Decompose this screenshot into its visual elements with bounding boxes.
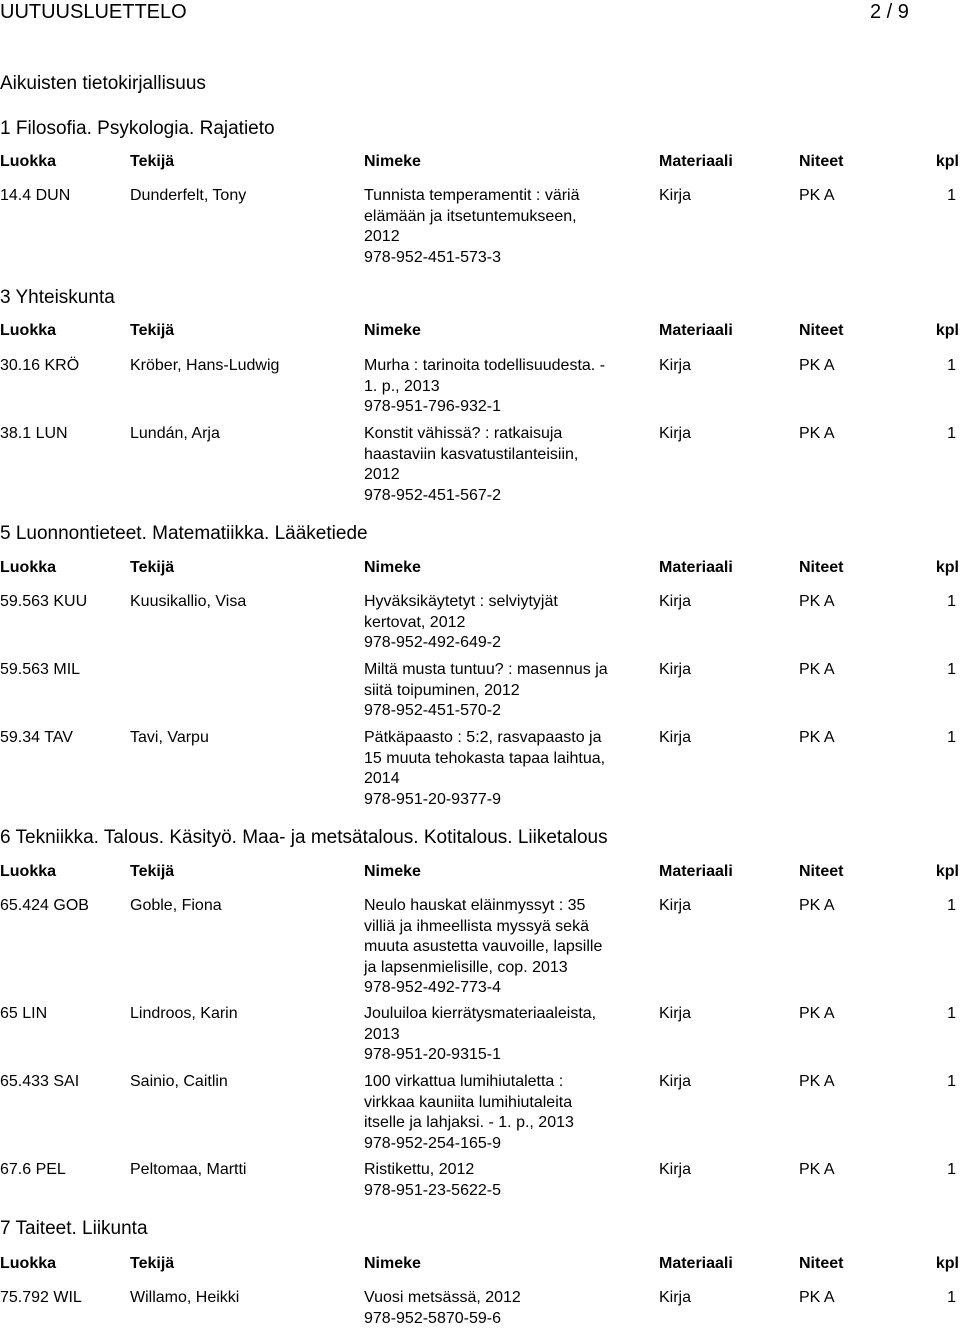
record-materiaali: Kirja bbox=[659, 186, 691, 207]
record-title-line: ja lapsenmielisille, cop. 2013 bbox=[364, 958, 602, 979]
record-author: Lundán, Arja bbox=[130, 424, 220, 445]
record-luokka: 59.563 MIL bbox=[0, 660, 80, 681]
col-header-niteet: Niteet bbox=[799, 152, 843, 173]
col-header-luokka: Luokka bbox=[0, 558, 56, 579]
section-title: 1 Filosofia. Psykologia. Rajatieto bbox=[0, 117, 275, 141]
record-luokka: 59.563 KUU bbox=[0, 592, 87, 613]
record-title-line: 978-951-20-9377-9 bbox=[364, 790, 605, 811]
category-heading: Aikuisten tietokirjallisuus bbox=[0, 72, 206, 96]
col-header-kpl: kpl bbox=[936, 152, 959, 173]
record-title-line: Miltä musta tuntuu? : masennus ja bbox=[364, 660, 608, 681]
record-kpl: 1 bbox=[947, 1288, 956, 1309]
record-niteet: PK A bbox=[799, 186, 835, 207]
record-title-line: Hyväksikäytetyt : selviytyjät bbox=[364, 592, 558, 613]
section-title: 5 Luonnontieteet. Matematiikka. Lääketiede bbox=[0, 522, 368, 546]
record-title bbox=[364, 728, 605, 810]
record-kpl: 1 bbox=[947, 1160, 956, 1181]
record-materiaali: Kirja bbox=[659, 728, 691, 749]
record-title-line: Ristikettu, 2012 bbox=[364, 1160, 501, 1181]
record-luokka: 67.6 PEL bbox=[0, 1160, 66, 1181]
record-luokka: 30.16 KRÖ bbox=[0, 356, 79, 377]
record-title-line: 978-952-492-649-2 bbox=[364, 633, 558, 654]
record-title-line: 1. p., 2013 bbox=[364, 377, 605, 398]
record-title-line: 978-952-5870-59-6 bbox=[364, 1309, 521, 1329]
record-niteet: PK A bbox=[799, 592, 835, 613]
col-header-materiaali: Materiaali bbox=[659, 152, 733, 173]
record-author: Lindroos, Karin bbox=[130, 1004, 238, 1025]
col-header-tekija: Tekijä bbox=[130, 152, 174, 173]
record-materiaali: Kirja bbox=[659, 660, 691, 681]
record-kpl: 1 bbox=[947, 896, 956, 917]
col-header-nimeke: Nimeke bbox=[364, 321, 421, 342]
record-title-line: 978-952-451-573-3 bbox=[364, 248, 580, 269]
col-header-luokka: Luokka bbox=[0, 321, 56, 342]
record-author: Willamo, Heikki bbox=[130, 1288, 239, 1309]
col-header-tekija: Tekijä bbox=[130, 321, 174, 342]
record-luokka: 75.792 WIL bbox=[0, 1288, 82, 1309]
record-title-line: itselle ja lahjaksi. - 1. p., 2013 bbox=[364, 1113, 574, 1134]
record-materiaali: Kirja bbox=[659, 1160, 691, 1181]
record-title bbox=[364, 356, 605, 418]
record-author: Kröber, Hans-Ludwig bbox=[130, 356, 279, 377]
col-header-kpl: kpl bbox=[936, 558, 959, 579]
record-title-line: siitä toipuminen, 2012 bbox=[364, 681, 608, 702]
page-number: 2 / 9 bbox=[870, 0, 909, 24]
record-title-line: Vuosi metsässä, 2012 bbox=[364, 1288, 521, 1309]
record-luokka: 59.34 TAV bbox=[0, 728, 73, 749]
record-kpl: 1 bbox=[947, 660, 956, 681]
record-title-line: 2014 bbox=[364, 769, 605, 790]
record-author: Dunderfelt, Tony bbox=[130, 186, 246, 207]
record-materiaali: Kirja bbox=[659, 1072, 691, 1093]
record-kpl: 1 bbox=[947, 356, 956, 377]
col-header-luokka: Luokka bbox=[0, 1254, 56, 1275]
record-luokka: 65.433 SAI bbox=[0, 1072, 79, 1093]
record-kpl: 1 bbox=[947, 424, 956, 445]
record-niteet: PK A bbox=[799, 1004, 835, 1025]
record-title-line: 100 virkattua lumihiutaletta : bbox=[364, 1072, 574, 1093]
record-niteet: PK A bbox=[799, 660, 835, 681]
record-title-line: villiä ja ihmeellista myssyä sekä bbox=[364, 917, 602, 938]
record-title bbox=[364, 1288, 521, 1329]
record-title-line: 15 muuta tehokasta tapaa laihtua, bbox=[364, 749, 605, 770]
record-luokka: 65.424 GOB bbox=[0, 896, 89, 917]
record-materiaali: Kirja bbox=[659, 424, 691, 445]
col-header-niteet: Niteet bbox=[799, 862, 843, 883]
record-author: Kuusikallio, Visa bbox=[130, 592, 246, 613]
col-header-luokka: Luokka bbox=[0, 152, 56, 173]
record-title-line: haastaviin kasvatustilanteisiin, bbox=[364, 445, 578, 466]
record-luokka: 65 LIN bbox=[0, 1004, 47, 1025]
col-header-luokka: Luokka bbox=[0, 862, 56, 883]
col-header-nimeke: Nimeke bbox=[364, 1254, 421, 1275]
record-materiaali: Kirja bbox=[659, 356, 691, 377]
col-header-tekija: Tekijä bbox=[130, 558, 174, 579]
col-header-tekija: Tekijä bbox=[130, 862, 174, 883]
record-title-line: 978-952-492-773-4 bbox=[364, 978, 602, 999]
record-title-line: 978-952-254-165-9 bbox=[364, 1134, 574, 1155]
record-materiaali: Kirja bbox=[659, 1004, 691, 1025]
record-title-line: 2012 bbox=[364, 227, 580, 248]
record-materiaali: Kirja bbox=[659, 1288, 691, 1309]
record-title-line: 978-952-451-567-2 bbox=[364, 486, 578, 507]
record-title bbox=[364, 1072, 574, 1154]
record-niteet: PK A bbox=[799, 356, 835, 377]
record-title bbox=[364, 186, 580, 268]
record-title-line: 978-951-20-9315-1 bbox=[364, 1045, 596, 1066]
col-header-materiaali: Materiaali bbox=[659, 1254, 733, 1275]
record-title bbox=[364, 660, 608, 722]
record-title-line: 2013 bbox=[364, 1025, 596, 1046]
record-niteet: PK A bbox=[799, 1072, 835, 1093]
section-title: 7 Taiteet. Liikunta bbox=[0, 1217, 148, 1241]
record-niteet: PK A bbox=[799, 424, 835, 445]
record-title-line: Neulo hauskat eläinmyssyt : 35 bbox=[364, 896, 602, 917]
record-title bbox=[364, 424, 578, 506]
document-title: UUTUUSLUETTELO bbox=[0, 0, 187, 24]
record-niteet: PK A bbox=[799, 1288, 835, 1309]
record-title bbox=[364, 896, 602, 999]
record-materiaali: Kirja bbox=[659, 896, 691, 917]
record-luokka: 38.1 LUN bbox=[0, 424, 68, 445]
col-header-kpl: kpl bbox=[936, 1254, 959, 1275]
record-title-line: 2012 bbox=[364, 465, 578, 486]
col-header-nimeke: Nimeke bbox=[364, 152, 421, 173]
record-kpl: 1 bbox=[947, 1072, 956, 1093]
col-header-nimeke: Nimeke bbox=[364, 862, 421, 883]
col-header-niteet: Niteet bbox=[799, 1254, 843, 1275]
record-title-line: Pätkäpaasto : 5:2, rasvapaasto ja bbox=[364, 728, 605, 749]
record-title-line: 978-951-796-932-1 bbox=[364, 397, 605, 418]
record-author: Sainio, Caitlin bbox=[130, 1072, 228, 1093]
record-author: Peltomaa, Martti bbox=[130, 1160, 246, 1181]
record-luokka: 14.4 DUN bbox=[0, 186, 70, 207]
record-kpl: 1 bbox=[947, 592, 956, 613]
record-title-line: kertovat, 2012 bbox=[364, 613, 558, 634]
section-title: 6 Tekniikka. Talous. Käsityö. Maa- ja metsätalous. Kotitalous. Liiketalous bbox=[0, 826, 608, 850]
record-title-line: Jouluiloa kierrätysmateriaaleista, bbox=[364, 1004, 596, 1025]
section-title: 3 Yhteiskunta bbox=[0, 286, 115, 310]
record-kpl: 1 bbox=[947, 186, 956, 207]
record-niteet: PK A bbox=[799, 1160, 835, 1181]
record-title-line: 978-952-451-570-2 bbox=[364, 701, 608, 722]
col-header-tekija: Tekijä bbox=[130, 1254, 174, 1275]
col-header-nimeke: Nimeke bbox=[364, 558, 421, 579]
record-kpl: 1 bbox=[947, 728, 956, 749]
record-title-line: Murha : tarinoita todellisuudesta. - bbox=[364, 356, 605, 377]
col-header-niteet: Niteet bbox=[799, 321, 843, 342]
record-title bbox=[364, 1004, 596, 1066]
record-niteet: PK A bbox=[799, 896, 835, 917]
col-header-kpl: kpl bbox=[936, 321, 959, 342]
record-title bbox=[364, 592, 558, 654]
record-author: Goble, Fiona bbox=[130, 896, 222, 917]
record-title-line: 978-951-23-5622-5 bbox=[364, 1181, 501, 1202]
col-header-materiaali: Materiaali bbox=[659, 321, 733, 342]
col-header-materiaali: Materiaali bbox=[659, 862, 733, 883]
col-header-kpl: kpl bbox=[936, 862, 959, 883]
col-header-materiaali: Materiaali bbox=[659, 558, 733, 579]
record-niteet: PK A bbox=[799, 728, 835, 749]
record-kpl: 1 bbox=[947, 1004, 956, 1025]
record-title-line: elämään ja itsetuntemukseen, bbox=[364, 207, 580, 228]
record-title-line: Konstit vähissä? : ratkaisuja bbox=[364, 424, 578, 445]
record-title bbox=[364, 1160, 501, 1201]
record-title-line: virkkaa kauniita lumihiutaleita bbox=[364, 1093, 574, 1114]
record-title-line: muuta asustetta vauvoille, lapsille bbox=[364, 937, 602, 958]
col-header-niteet: Niteet bbox=[799, 558, 843, 579]
record-author: Tavi, Varpu bbox=[130, 728, 209, 749]
record-title-line: Tunnista temperamentit : väriä bbox=[364, 186, 580, 207]
record-materiaali: Kirja bbox=[659, 592, 691, 613]
